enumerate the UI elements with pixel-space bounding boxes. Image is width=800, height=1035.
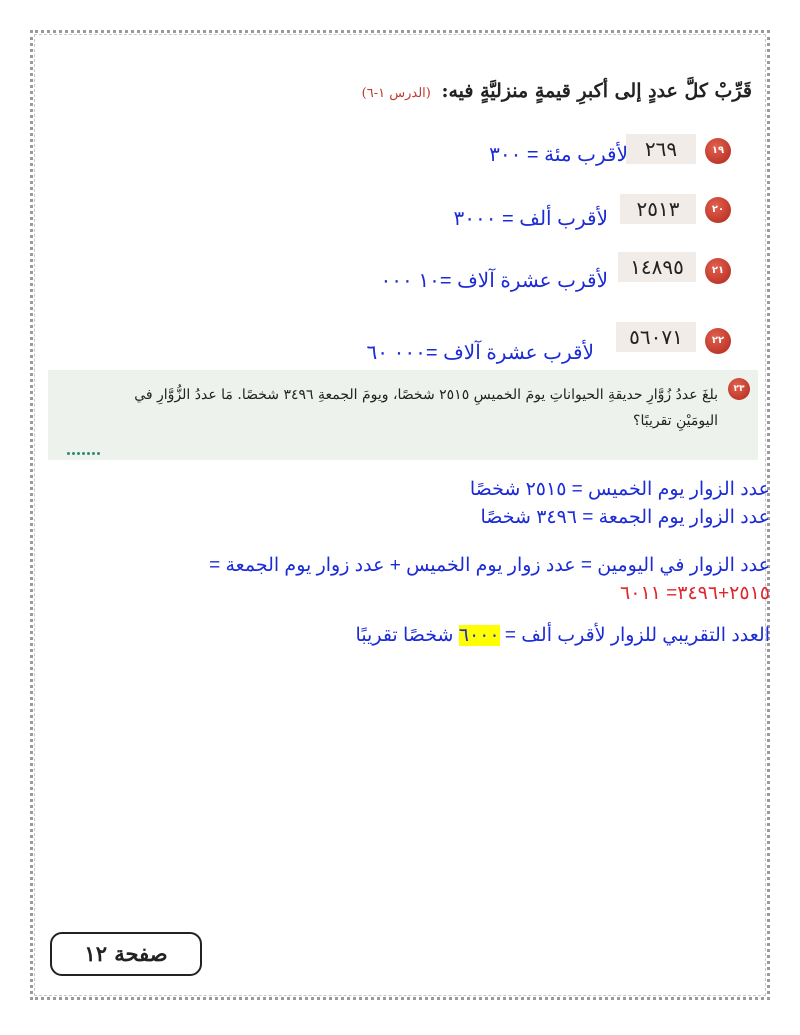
lesson-reference: (الدرس ١-٦)	[361, 86, 431, 101]
estimate-prefix: العدد التقريبي للزوار لأقرب ألف =	[504, 625, 770, 646]
word-problem-box	[48, 370, 758, 460]
question-number-badge: ١٩	[705, 138, 731, 164]
page-number-label: صفحة ١٢	[50, 932, 202, 976]
estimate-suffix: شخصًا تقريبًا	[355, 625, 454, 646]
question-number-badge: ٢٣	[728, 378, 750, 400]
exercise-number-value: ١٤٨٩٥	[618, 252, 696, 282]
solution-friday: عدد الزوار يوم الجمعة = ٣٤٩٦ شخصًا	[480, 507, 770, 528]
question-number-badge: ٢٠	[705, 197, 731, 223]
question-number-badge: ٢٢	[705, 328, 731, 354]
estimate-value: ٦٠٠٠	[458, 625, 500, 646]
exercise-answer: لأقرب مئة = ٣٠٠	[489, 144, 628, 166]
heading-text: قَرِّبْ كلَّ عددٍ إلى أكبرِ قيمةٍ منزليَّةٍ فيه:	[441, 80, 752, 102]
exercise-answer: لأقرب عشرة آلاف =١٠ ٠٠٠	[380, 270, 608, 292]
solution-thursday: عدد الزوار يوم الخميس = ٢٥١٥ شخصًا	[469, 479, 770, 500]
word-problem-text: بلغَ عددُ زُوَّارِ حديقةِ الحيواناتِ يومَ الخميسِ ٢٥١٥ شخصًا، ويومَ الجمعةِ ٣٤٩٦ شخصًا. مَا عددُ الزُّوَّارِ في اليومَيْنِ تقريبًا؟	[134, 387, 718, 429]
exercise-heading	[362, 80, 752, 102]
exercise-number-value: ٢٥١٣	[620, 194, 696, 224]
exercise-number-value: ٥٦٠٧١	[616, 322, 696, 352]
solution-estimate	[356, 624, 770, 647]
question-number-badge: ٢١	[705, 258, 731, 284]
exercise-answer: لأقرب عشرة آلاف =٠٠٠ ٦٠	[366, 342, 594, 364]
exercise-number-value: ٢٦٩	[626, 134, 696, 164]
dots-decoration	[66, 440, 110, 452]
solution-total-line: عدد الزوار في اليومين = عدد زوار يوم الخميس + عدد زوار يوم الجمعة =	[209, 555, 770, 576]
exercise-answer: لأقرب ألف = ٣٠٠٠	[453, 208, 608, 230]
solution-total-calculation: ٢٥١٥+٣٤٩٦= ٦٠١١	[620, 583, 770, 604]
